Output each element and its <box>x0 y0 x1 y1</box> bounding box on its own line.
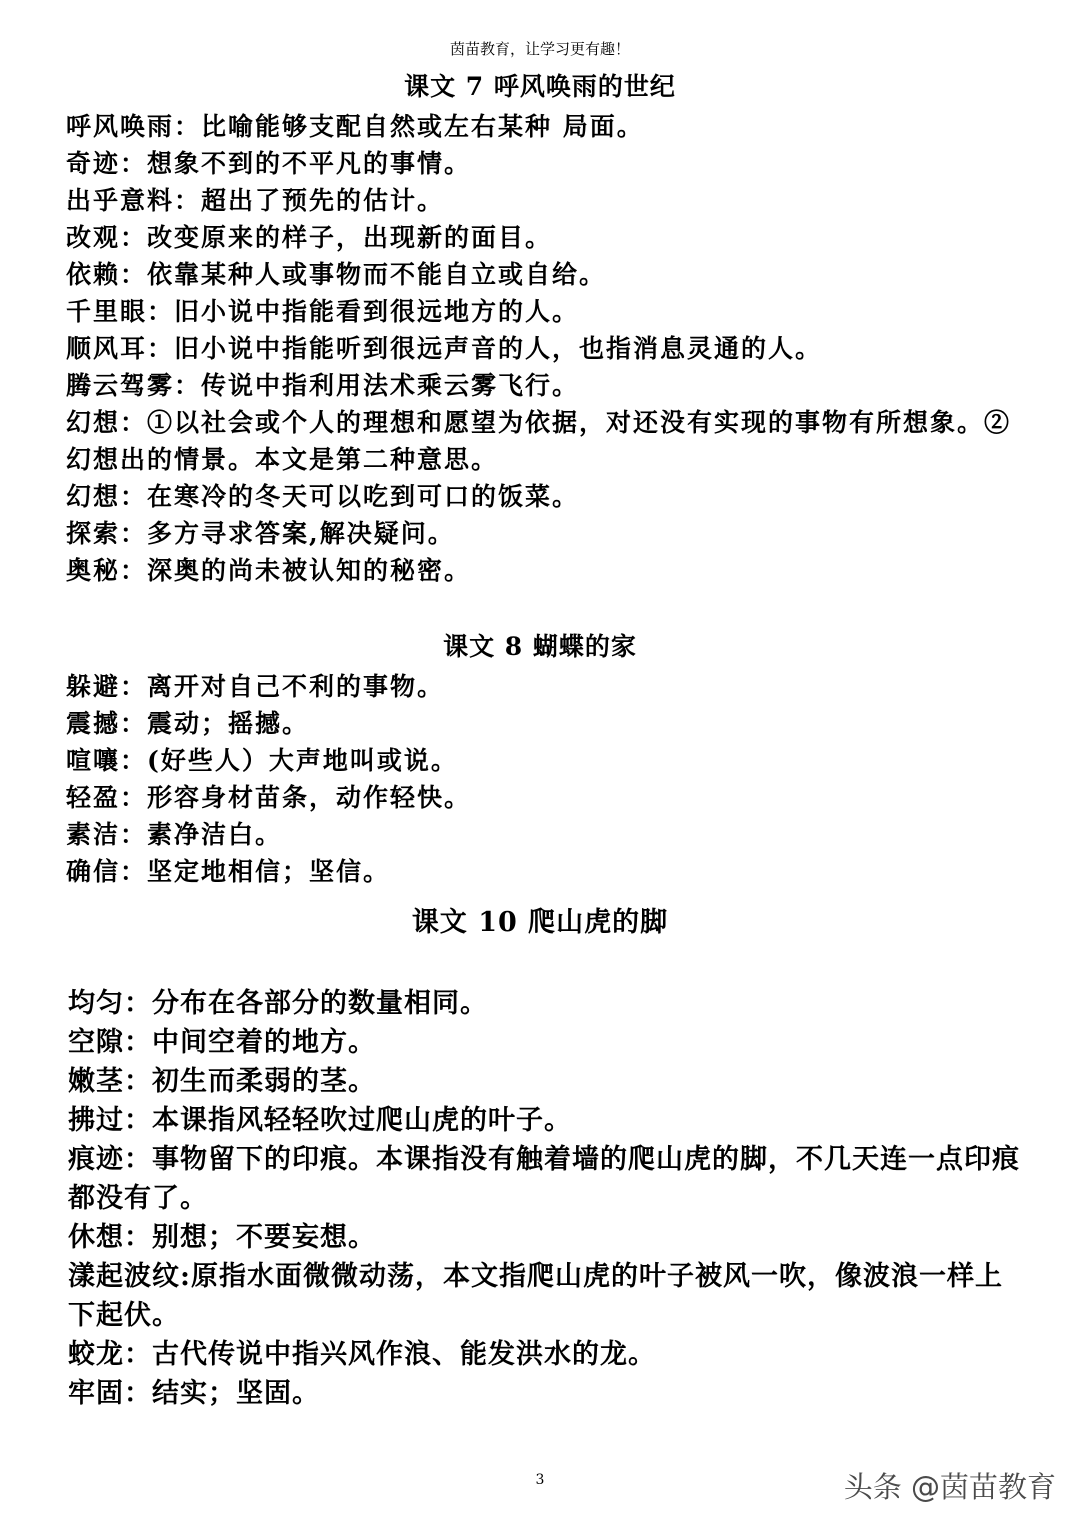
term-entry: 嫩茎：初生而柔弱的茎。 <box>68 1066 376 1097</box>
term-entry: 休想：别想；不要妄想。 <box>68 1222 376 1253</box>
section-title-lesson-7: 课文 7 呼风唤雨的世纪 <box>404 72 676 101</box>
term-entry: 幻想：①以社会或个人的理想和愿望为依据，对还没有实现的事物有所想象。②幻想出的情景。本文是第二种意思。 <box>66 408 1012 474</box>
term-entry: 腾云驾雾：传说中指利用法术乘云雾飞行。 <box>66 371 580 400</box>
page-header: 茵苗教育，让学习更有趣！ <box>449 40 630 58</box>
term-entry: 均匀：分布在各部分的数量相同。 <box>68 988 488 1019</box>
term-entry: 幻想：在寒冷的冬天可以吃到可口的饭菜。 <box>66 482 580 511</box>
term-entry: 顺风耳：旧小说中指能听到很远声音的人，也指消息灵通的人。 <box>66 334 823 363</box>
term-entry: 空隙：中间空着的地方。 <box>68 1027 376 1058</box>
term-entry: 确信：坚定地相信；坚信。 <box>66 857 391 886</box>
term-entry: 千里眼：旧小说中指能看到很远地方的人。 <box>66 297 580 326</box>
section-title-lesson-10: 课文 10 爬山虎的脚 <box>411 907 669 938</box>
watermark: 头条 @茵苗教育 <box>843 1470 1056 1504</box>
lesson-10-term-list <box>68 984 1028 1413</box>
lesson-8-term-list <box>66 668 1026 890</box>
term-entry: 躲避：离开对自己不利的事物。 <box>66 672 445 701</box>
term-entry: 出乎意料：超出了预先的估计。 <box>66 186 445 215</box>
term-entry: 探索：多方寻求答案,解决疑问。 <box>66 519 455 548</box>
term-entry: 呼风唤雨：比喻能够支配自然或左右某种 局面。 <box>66 112 644 141</box>
term-entry: 震撼：震动；摇撼。 <box>66 709 310 738</box>
lesson-7-term-list <box>66 108 1026 589</box>
term-entry: 蛟龙：古代传说中指兴风作浪、能发洪水的龙。 <box>68 1339 656 1370</box>
term-entry: 奇迹：想象不到的不平凡的事情。 <box>66 149 472 178</box>
page-number: 3 <box>535 1472 545 1488</box>
term-entry: 痕迹：事物留下的印痕。本课指没有触着墙的爬山虎的脚，不几天连一点印痕都没有了。 <box>68 1144 1020 1214</box>
term-entry: 喧嚷：(好些人）大声地叫或说。 <box>66 746 458 775</box>
term-entry: 牢固：结实；坚固。 <box>68 1378 320 1409</box>
term-entry: 轻盈：形容身材苗条，动作轻快。 <box>66 783 472 812</box>
term-entry: 依赖：依靠某种人或事物而不能自立或自给。 <box>66 260 607 289</box>
term-entry: 奥秘：深奥的尚未被认知的秘密。 <box>66 556 472 585</box>
section-title-lesson-8: 课文 8 蝴蝶的家 <box>443 632 637 661</box>
term-entry: 素洁：素净洁白。 <box>66 820 283 849</box>
term-entry: 漾起波纹:原指水面微微动荡，本文指爬山虎的叶子被风一吹，像波浪一样上下起伏。 <box>68 1261 1003 1331</box>
term-entry: 拂过：本课指风轻轻吹过爬山虎的叶子。 <box>68 1105 572 1136</box>
term-entry: 改观：改变原来的样子，出现新的面目。 <box>66 223 553 252</box>
